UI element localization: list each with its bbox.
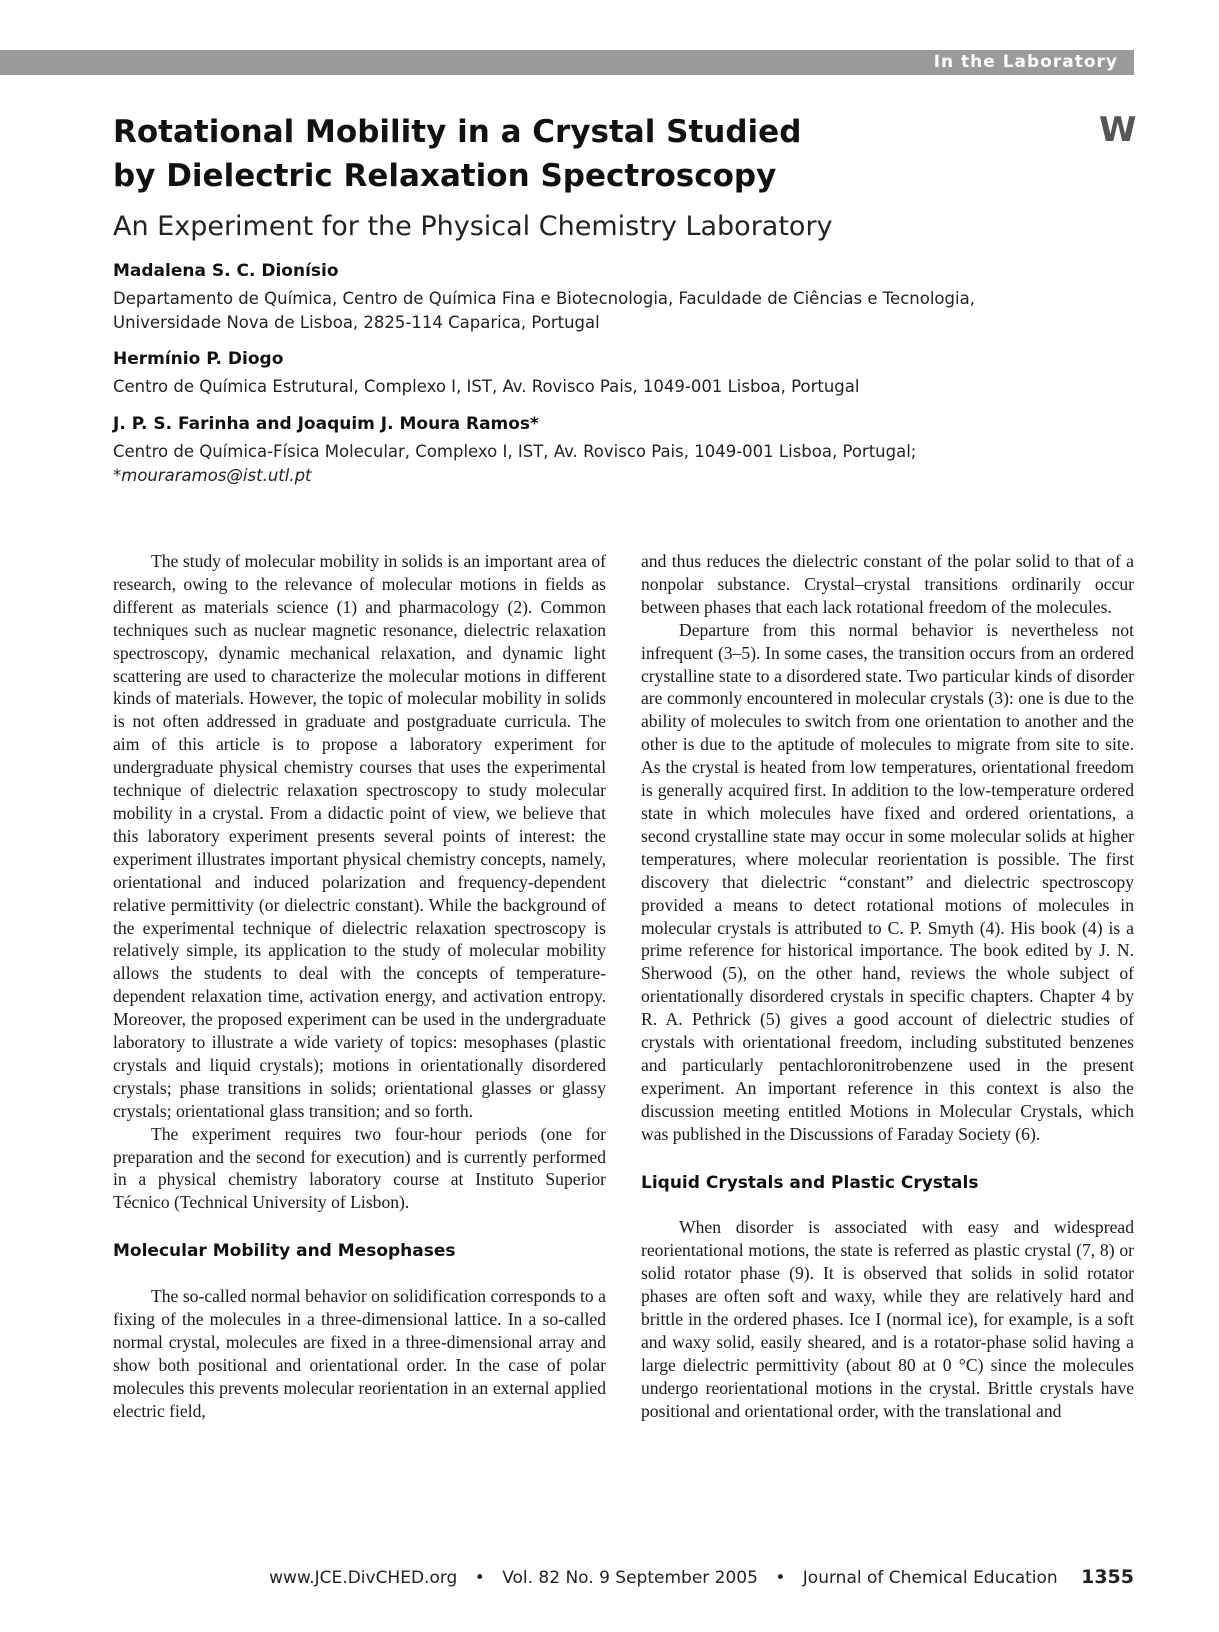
affiliation-line: Departamento de Química, Centro de Química Fina e Biotecnologia, Faculdade de Ciências e Tecnologia, — [113, 289, 975, 308]
footer-website: www.JCE.DivCHED.org — [269, 1568, 458, 1588]
paragraph: When disorder is associated with easy and widespread reorientational motions, the state is referred as plastic crystal (7, 8) or solid rotator phase (9). It is observed that solids in solid rotator phases are often soft and waxy, while they are relatively hard and brittle in the ordered phases. Ice I (normal ice), for example, is a soft and waxy solid, easily sheared, and is a rotator-phase solid having a large dielectric permittivity (about 80 at 0 °C) since the molecules undergo reorientational motions in the crystal. Brittle crystals have positional and orientational order, with the translational and — [641, 1217, 1134, 1421]
author-1: Madalena S. C. Dionísio — [113, 261, 339, 281]
paragraph: and thus reduces the dielectric constant of the polar solid to that of a nonpolar substance. Crystal–crystal transitions ordinarily occur between phases that each lack rotational freedom of the molecules. — [641, 551, 1134, 617]
page-footer — [113, 1566, 1134, 1588]
section-heading: Liquid Crystals and Plastic Crystals — [641, 1172, 979, 1193]
article-title — [113, 110, 993, 198]
paragraph: The so-called normal behavior on solidification corresponds to a fixing of the molecules in a three-dimensional lattice. In a so-called normal crystal, molecules are fixed in a three-dimensional array and show both positional and orientational order. In the case of polar molecules this prevents molecular reorientation in an external applied electric field, — [113, 1286, 606, 1421]
footer-bullet: • — [775, 1568, 786, 1588]
web-supplement-icon: W — [1099, 110, 1137, 150]
title-line-1: Rotational Mobility in a Crystal Studied — [113, 114, 802, 150]
article-subtitle: An Experiment for the Physical Chemistry Laboratory — [113, 211, 833, 242]
title-line-2: by Dielectric Relaxation Spectroscopy — [113, 158, 777, 194]
paragraph: Departure from this normal behavior is nevertheless not infrequent (3–5). In some cases, the transition occurs from an ordered crystalline state to a disordered state. Two particular kinds of disorder are commonly encountered in molecular crystals (3): one is due to the ability of molecules to switch from one orientation to another and the other is due to the aptitude of molecules to migrate from site to site. As the crystal is heated from low temperatures, orientational freedom is generally acquired first. In addition to the low-temperature ordered state in which molecules have fixed and ordered orientations, a second crystalline state may occur in some molecular solids at higher temperatures, where molecular reorientation is possible. The first discovery that dielectric “constant” and dielectric spectroscopy provided a means to detect rotational motions of molecules in molecular crystals is attributed to C. P. Smyth (4). His book (4) is a prime reference for historical importance. The book edited by J. N. Sherwood (5), on the other hand, reviews the whole subject of orientationally disordered crystals in specific chapters. Chapter 4 by R. A. Pethrick (5) gives a good account of dielectric studies of crystals with orientational freedom, including substituted benzenes and particularly pentachloronitrobenzene used in the present experiment. An important reference in this context is also the discussion meeting entitled Motions in Molecular Crystals, which was published in the Discussions of Faraday Society (6). — [641, 619, 1134, 1144]
affiliation-line: Centro de Química Estrutural, Complexo I, IST, Av. Rovisco Pais, 1049-001 Lisboa, Portugal — [113, 377, 860, 396]
author-3: J. P. S. Farinha and Joaquim J. Moura Ramos* — [113, 414, 539, 434]
section-header-bar — [0, 50, 1134, 75]
left-column — [113, 550, 606, 1423]
affiliation-2 — [113, 375, 1113, 399]
footer-issue: Vol. 82 No. 9 September 2005 — [502, 1568, 758, 1588]
section-heading: Molecular Mobility and Mesophases — [113, 1241, 456, 1262]
affiliation-3 — [113, 440, 1113, 488]
affiliation-line: Universidade Nova de Lisboa, 2825-114 Caparica, Portugal — [113, 313, 600, 332]
paragraph: The experiment requires two four-hour periods (one for preparation and the second for execution) and is currently performed in a physical chemistry laboratory course at Instituto Superior Técnico (Technical University of Lisbon). — [113, 1123, 606, 1213]
footer-journal: Journal of Chemical Education — [802, 1568, 1058, 1588]
affiliation-1 — [113, 287, 1113, 335]
author-2: Hermínio P. Diogo — [113, 349, 284, 369]
paragraph: The study of molecular mobility in solids is an important area of research, owing to the relevance of molecular motions in fields as different as materials science (1) and pharmacology (2). Common techniques such as nuclear magnetic resonance, dielectric relaxation spectroscopy, dynamic mechanical relaxation, and dynamic light scattering are used to characterize the molecular motions in different kinds of materials. However, the topic of molecular mobility in solids is not often addressed in graduate and postgraduate curricula. The aim of this article is to propose a laboratory experiment for undergraduate physical chemistry courses that uses the experimental technique of dielectric relaxation spectroscopy to study molecular mobility in a crystal. From a didactic point of view, we believe that this laboratory experiment presents several points of interest: the experiment illustrates important physical chemistry concepts, namely, orientational and induced polarization and frequency-dependent relative permittivity (or dielectric constant). While the background of the experimental technique of dielectric relaxation spectroscopy is relatively simple, its application to the study of molecular mobility allows the students to deal with the concepts of temperature-dependent relaxation time, activation energy, and activation entropy. Moreover, the proposed experiment can be used in the undergraduate laboratory to illustrate a wide variety of topics: mesophases (plastic crystals and liquid crystals); motions in orientationally disordered crystals; phase transitions in solids; orientational glasses or glassy crystals; orientational glass transition; and so forth. — [113, 551, 606, 1121]
author-email: *mouraramos@ist.utl.pt — [113, 466, 312, 485]
affiliation-line: Centro de Química-Física Molecular, Complexo I, IST, Av. Rovisco Pais, 1049-001 Lisboa, Portugal; — [113, 442, 917, 461]
footer-bullet: • — [474, 1568, 485, 1588]
page-number: 1355 — [1081, 1566, 1134, 1588]
section-tag: In the Laboratory — [928, 53, 1124, 72]
right-column — [641, 550, 1134, 1423]
